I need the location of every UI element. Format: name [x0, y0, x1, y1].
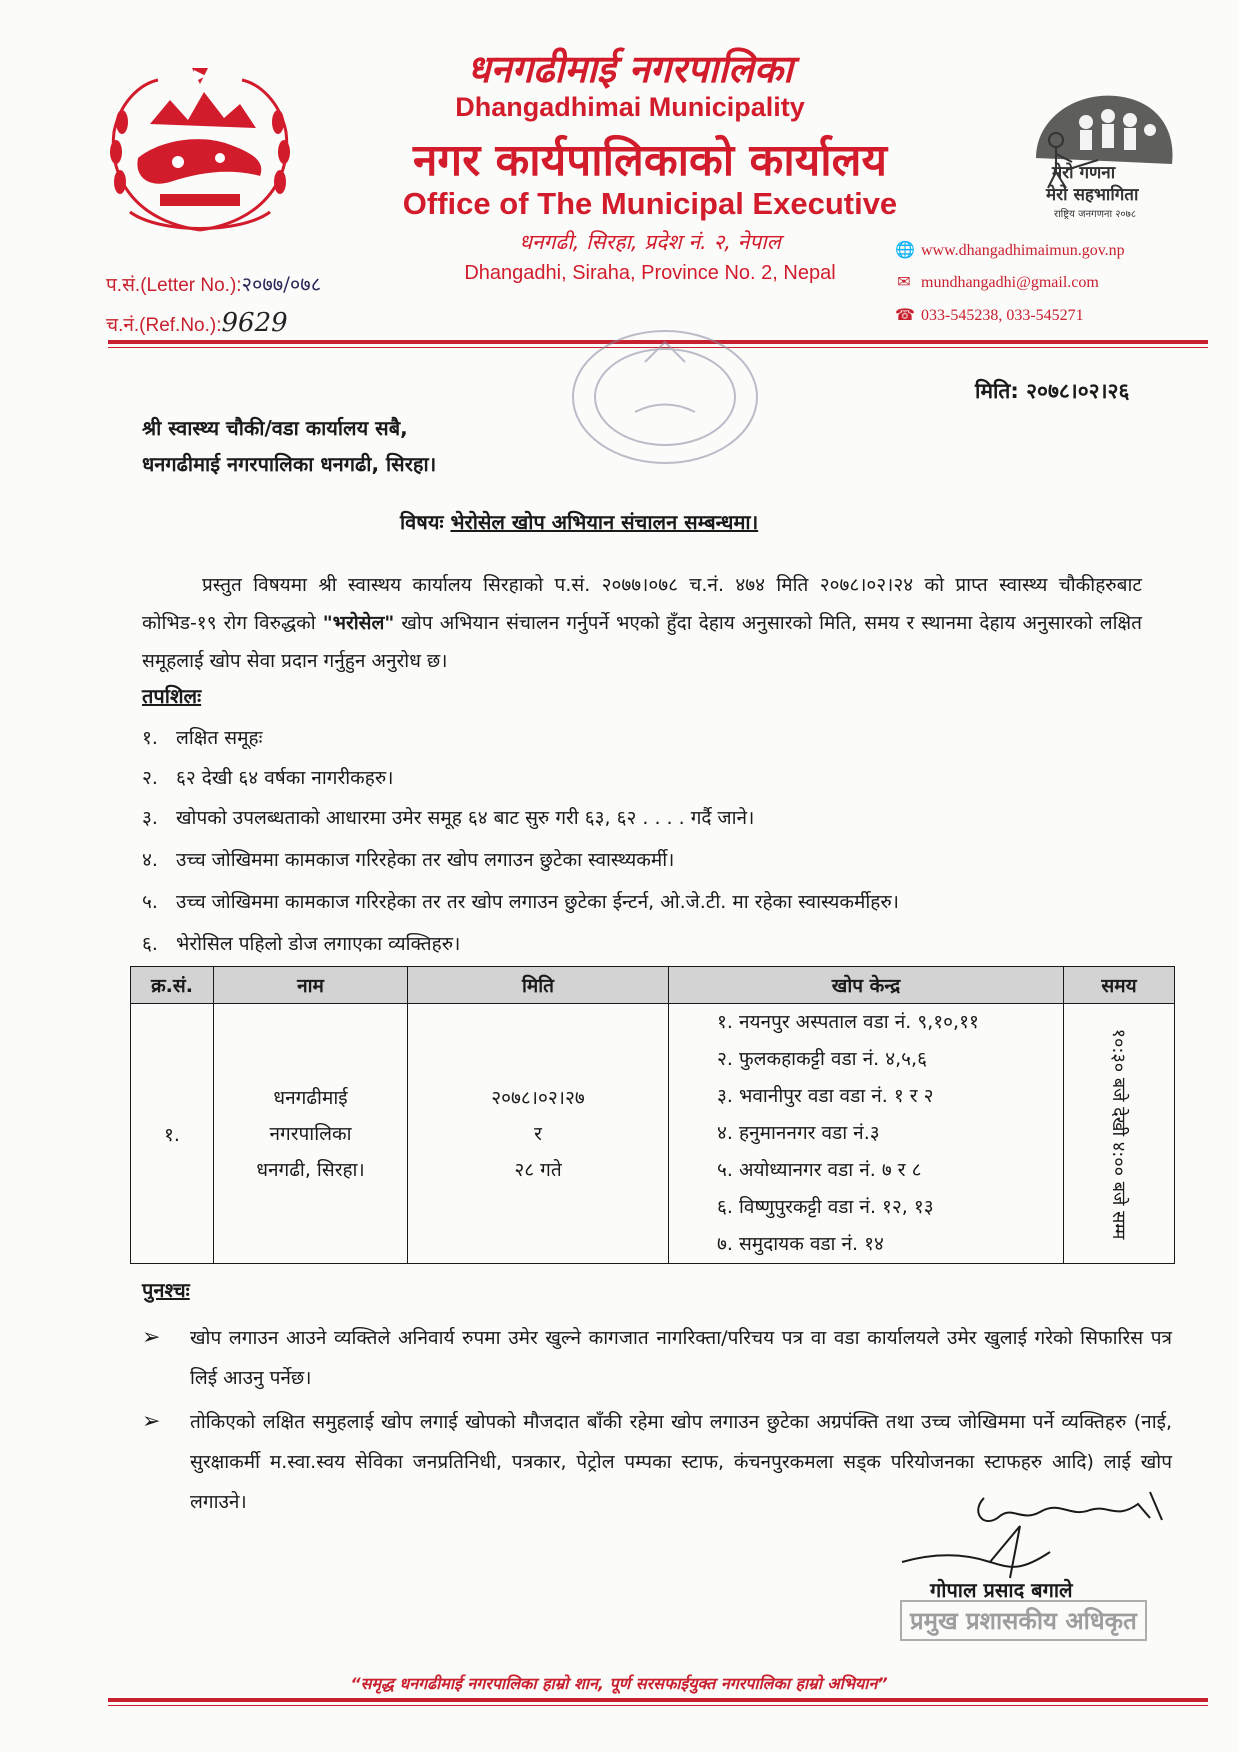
- phone-text: 033-545238, 033-545271: [921, 307, 1084, 324]
- cell-name: [214, 1004, 408, 1264]
- list-item: [142, 846, 674, 872]
- arrow-bullet-icon: ➢: [142, 1409, 161, 1434]
- globe-icon: 🌐: [895, 240, 915, 259]
- list-item-text: उच्च जोखिममा कामकाज गरिरहेका तर तर खोप लगाउन छुटेका ईन्टर्न, ओ.जे.टी. मा रहेका स्वास्यकर्मीहरु।: [176, 891, 899, 913]
- name-line: धनगढी, सिरहा।: [256, 1158, 365, 1181]
- name-line: धनगढीमाई: [273, 1086, 348, 1109]
- address-en: Dhangadhi, Siraha, Province No. 2, Nepal: [464, 262, 836, 284]
- list-item-number: २.: [142, 767, 158, 789]
- date-line: र: [534, 1122, 542, 1145]
- list-item-number: ४.: [142, 849, 158, 871]
- website-text: www.dhangadhimaimun.gov.np: [921, 242, 1125, 259]
- vaccination-schedule-table: [130, 966, 1175, 1264]
- municipality-name-en: Dhangadhimai Municipality: [455, 92, 805, 122]
- email-contact: [895, 272, 1099, 292]
- subject-line: [400, 508, 758, 535]
- letter-date: मिति: २०७८।०२।२६: [975, 379, 1130, 403]
- center-item: ५. अयोध्यानगर वडा नं. ७ र ८: [717, 1159, 922, 1181]
- list-item-number: १.: [142, 727, 158, 749]
- name-line: नगरपालिका: [269, 1122, 352, 1145]
- list-item: [142, 930, 460, 956]
- cell-time: [1064, 1004, 1175, 1264]
- letter-number-label: प.सं.(Letter No.):: [106, 275, 242, 296]
- center-item: ३. भवानीपुर वडा वडा नं. १ र २: [717, 1085, 934, 1107]
- census-caption-1: मेरो गणना: [1052, 163, 1116, 183]
- tapashil-heading: तपशिलः: [142, 684, 202, 708]
- list-item: [142, 724, 262, 750]
- center-item: ६. विष्णुपुरकट्टी वडा नं. १२, १३: [717, 1196, 934, 1218]
- list-item-text: उच्च जोखिममा कामकाज गरिरहेका तर खोप लगाउन छुटेका स्वास्थ्यकर्मी।: [176, 849, 675, 871]
- recipient-line-1: श्री स्वास्थ्य चौकी/वडा कार्यालय सबै,: [142, 416, 408, 440]
- list-item-number: ६.: [142, 933, 158, 955]
- census-2078-logo: [1026, 88, 1178, 226]
- note-item: [142, 1318, 1172, 1398]
- table-row: [131, 1004, 1175, 1264]
- note-text: तोकिएको लक्षित समुहलाई खोप लगाई खोपको मौजदात बाँकी रहेमा खोप लगाउन छुटेका अग्रपंक्ति तथा उच्च जोखिममा पर्ने व्यक्तिहरु (नाई, सुरक्षाकर्मी म.स्वा.स्वय सेविका जनप्रतिनिधी, पत्रकार, पेट्रोल पम्पका स्टाफ, कंचनपुरकमला सड्क परियोजनका स्टाफहरु आदि) लाई खोप लगाउने।: [190, 1411, 1172, 1513]
- address-np: धनगढी, सिरहा, प्रदेश नं. २, नेपाल: [519, 230, 781, 254]
- note-text: खोप लगाउन आउने व्यक्तिले अनिवार्य रुपमा उमेर खुल्ने कागजात नागरिक्ता/परिचय पत्र वा वडा कार्यालयले उमेर खुलाई गरेको सिफारिस पत्र लिई आउनु पर्नेछ।: [190, 1327, 1172, 1389]
- ref-number: [106, 308, 288, 338]
- list-item-text: लक्षित समूहः: [176, 727, 263, 749]
- subject-text: भेरोसेल खोप अभियान संचालन सम्बन्धमा।: [450, 510, 759, 534]
- center-item: ४. हनुमाननगर वडा नं.३: [717, 1122, 880, 1144]
- time-text: १०:३० बजे देखी ४:०० बजे सम्म: [1108, 1028, 1129, 1239]
- census-caption-3: राष्ट्रिय जनगणना २०७८: [1054, 209, 1137, 220]
- table-header-row: [131, 967, 1175, 1004]
- website-contact: [895, 240, 1125, 260]
- census-caption-2: मेरो सहभागिता: [1046, 185, 1139, 205]
- designation-stamp: प्रमुख प्रशासकीय अधिकृत: [900, 1600, 1147, 1641]
- body-text-part2: खोप अभियान संचालन गर्नुपर्ने भएको हुँदा देहाय अनुसारको मिति, समय र स्थानमा देहाय अनुसारको लक्षित समूहलाई खोप सेवा प्रदान गर्नुहुन अनुरोध छ।: [142, 612, 1142, 672]
- arrow-bullet-icon: ➢: [142, 1325, 161, 1350]
- letter-number-value: २०७७/०७८: [241, 272, 322, 296]
- col-header-date: मिति: [408, 967, 669, 1004]
- phone-contact: [895, 305, 1084, 325]
- subject-label: विषयः: [400, 510, 444, 534]
- col-header-name: नाम: [214, 967, 408, 1004]
- cell-sn: १.: [131, 1004, 214, 1264]
- list-item: [142, 804, 754, 830]
- cell-date: [408, 1004, 669, 1264]
- date-line: २८ गते: [514, 1158, 562, 1181]
- recipient-line-2: धनगढीमाई नगरपालिका धनगढी, सिरहा।: [142, 452, 437, 476]
- office-name-np: नगर कार्यपालिकाको कार्यालय: [413, 135, 887, 186]
- office-seal-stamp: [565, 322, 765, 472]
- ref-number-label: च.नं.(Ref.No.):: [106, 315, 222, 336]
- municipality-name-np: धनगढीमाई नगरपालिका: [467, 47, 793, 91]
- ref-number-value: 9629: [221, 308, 288, 338]
- footer-divider-thin: [108, 1705, 1208, 1706]
- letter-number: [106, 270, 321, 297]
- footer-slogan: “समृद्ध धनगढीमाई नगरपालिका हाम्रो शान, पूर्ण सरसफाईयुक्त नगरपालिका हाम्रो अभियान”: [350, 1674, 888, 1693]
- body-text-part1: प्रस्तुत विषयमा श्री स्वास्थय कार्यालय सिरहाको प.सं. २०७७।०७८ च.नं. ४७४ मिति २०७८।०२।२४ को प्राप्त स्वास्थ्य चौकीहरुबाट कोभिड-१९ रोग विरुद्धको: [142, 574, 1142, 634]
- body-paragraph: [142, 566, 1142, 680]
- list-item-text: खोपको उपलब्धताको आधारमा उमेर समूह ६४ बाट सुरु गरी ६३, ६२ . . . . गर्दै जाने।: [176, 807, 755, 829]
- list-item-number: ५.: [142, 891, 158, 913]
- center-item: १. नयनपुर अस्पताल वडा नं. ९,१०,११: [717, 1011, 979, 1033]
- office-name-en: Office of The Municipal Executive: [402, 186, 898, 221]
- punashcha-heading: पुनश्चः: [142, 1278, 190, 1302]
- body-text-bold: "भरोसेल": [322, 612, 395, 634]
- list-item: [142, 888, 899, 914]
- col-header-center: खोप केन्द्र: [669, 967, 1064, 1004]
- cell-vaccine-centers: [669, 1004, 1064, 1264]
- list-item-text: ६२ देखी ६४ वर्षका नागरीकहरु।: [176, 767, 394, 789]
- list-item: [142, 764, 393, 790]
- date-line: २०७८।०२।२७: [491, 1086, 585, 1109]
- email-icon: ✉: [897, 272, 911, 291]
- footer-divider: [108, 1698, 1208, 1702]
- col-header-time: समय: [1064, 967, 1175, 1004]
- signatory-name: गोपाल प्रसाद बगाले: [930, 1578, 1073, 1602]
- phone-icon: ☎: [895, 305, 915, 324]
- email-text: mundhangadhi@gmail.com: [921, 274, 1099, 291]
- col-header-sn: क्र.सं.: [131, 967, 214, 1004]
- center-item: ७. समुदायक वडा नं. १४: [717, 1233, 884, 1255]
- center-item: २. फुलकहाकट्टी वडा नं. ४,५,६: [717, 1048, 927, 1070]
- list-item-text: भेरोसिल पहिलो डोज लगाएका व्यक्तिहरु।: [176, 933, 461, 955]
- nepal-emblem-logo: [100, 62, 300, 238]
- list-item-number: ३.: [142, 807, 158, 829]
